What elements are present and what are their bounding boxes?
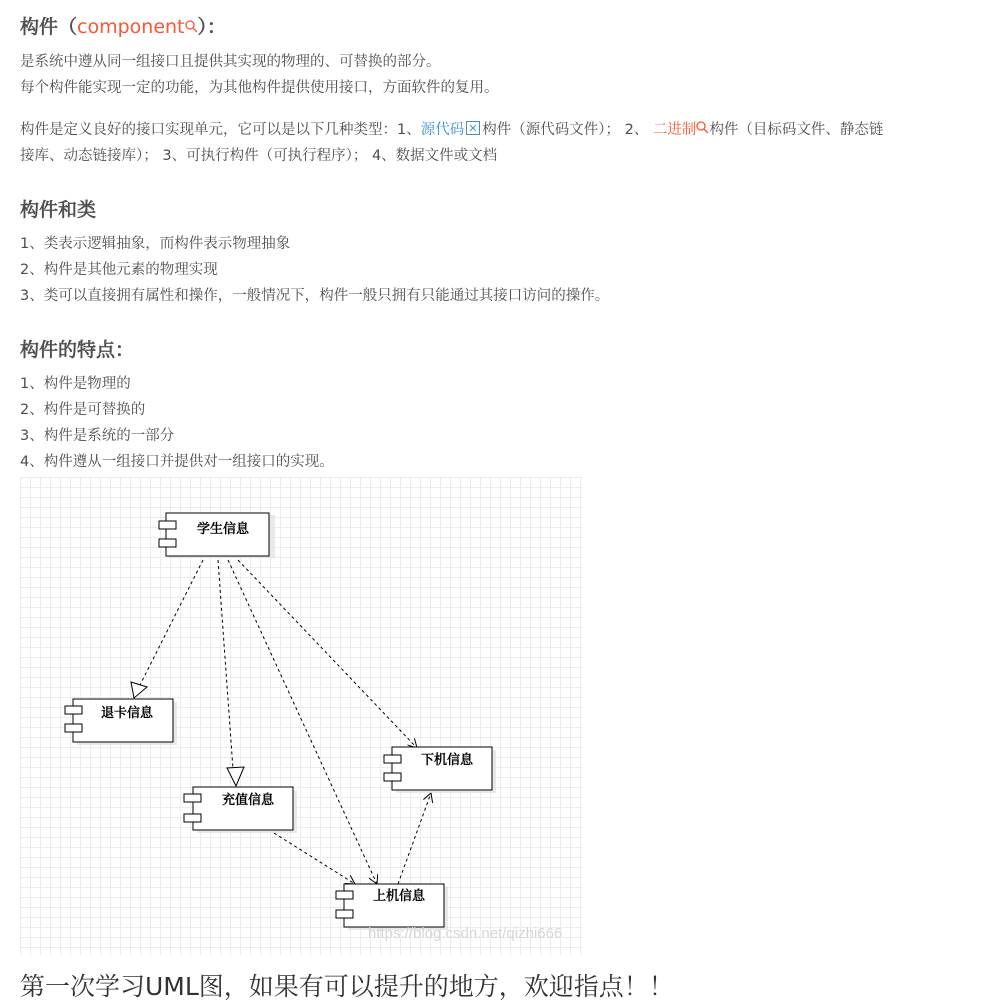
component-keyword-link[interactable]: component	[77, 16, 198, 38]
external-link-icon[interactable]	[466, 121, 480, 135]
connector-student-recharge	[218, 560, 233, 769]
component-offline	[384, 747, 496, 793]
diagram-canvas	[20, 477, 582, 955]
source-code-link[interactable]: 源代码	[420, 122, 465, 138]
search-icon	[185, 13, 198, 26]
component-label-offline: 下机信息	[421, 753, 474, 768]
component-label-online: 上机信息	[373, 889, 426, 904]
component-student	[159, 513, 275, 558]
definition-line-1: 是系统中遵从同一组接口且提供其实现的物理的、可替换的部分。	[20, 54, 441, 70]
component-label-refund: 退卡信息	[101, 706, 154, 721]
connector-student-offline	[238, 560, 417, 748]
list-item: 2、构件是其他元素的物理实现	[20, 262, 218, 278]
component-types-line-2: 接库、动态链接库）； 3、可执行构件（可执行程序）； 4、数据文件或文档	[20, 148, 498, 164]
component-online	[336, 884, 448, 930]
component-types-paragraph: 构件是定义良好的接口实现单元，它可以是以下几种类型：1、源代码 构件（源代码文件）； 2、 二进制 构件（目标码文件、静态链	[20, 117, 883, 143]
list-item: 1、类表示逻辑抽象，而构件表示物理抽象	[20, 236, 291, 252]
list-item: 3、类可以直接拥有属性和操作，一般情况下，构件一般只拥有只能通过其接口访问的操作。	[20, 288, 610, 304]
list-item: 1、构件是物理的	[20, 376, 131, 392]
list-item: 2、构件是可替换的	[20, 402, 146, 418]
component-refund	[65, 699, 177, 745]
list-item: 3、构件是系统的一部分	[20, 428, 175, 444]
component-label-student: 学生信息	[197, 522, 250, 537]
generalization-arrowhead-refund	[131, 682, 147, 698]
binary-keyword-link[interactable]: 二进制	[653, 122, 710, 138]
closing-remark: 第一次学习UML图，如果有可以提升的地方，欢迎指点！！	[20, 972, 674, 1001]
component-features-heading: 构件的特点：	[20, 339, 135, 361]
definition-line-2: 每个构件能实现一定的功能，为其他构件提供使用接口，方面软件的复用。	[20, 80, 499, 96]
generalization-arrowhead-recharge	[227, 767, 244, 786]
connector-recharge-online	[274, 833, 355, 884]
component-vs-class-heading: 构件和类	[20, 199, 97, 221]
connector-student-refund	[140, 560, 203, 685]
list-item: 4、构件遵从一组接口并提供对一组接口的实现。	[20, 454, 334, 470]
component-label-recharge: 充值信息	[222, 793, 275, 808]
image-watermark: https://blog.csdn.net/qizhi666	[368, 925, 563, 942]
search-icon	[696, 117, 709, 130]
component-recharge	[184, 787, 297, 833]
uml-component-diagram	[20, 477, 582, 955]
connector-student-online	[228, 560, 377, 884]
component-heading: 构件（component ）：	[20, 13, 226, 41]
connector-online-offline	[398, 793, 431, 884]
